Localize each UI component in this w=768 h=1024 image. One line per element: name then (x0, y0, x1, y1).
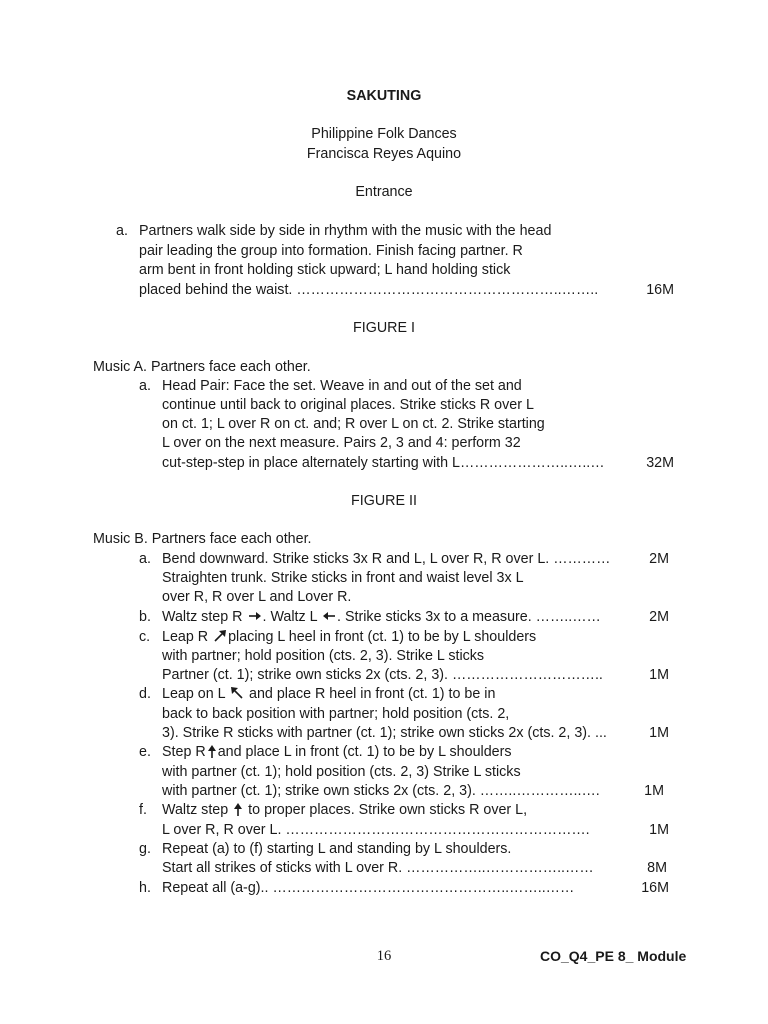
arrow-up-icon (233, 803, 243, 815)
entrance-line-2: pair leading the group into formation. Finish facing partner. R (139, 243, 523, 259)
figure-1-item-marker: a. (139, 378, 151, 394)
arrow-left-icon (322, 610, 336, 622)
figure-2-e-text-1: Step R (162, 744, 206, 760)
figure-2-c-marker: c. (139, 629, 151, 645)
figure-2-g-line-2: Start all strikes of sticks with L over R. ……………..……………..…… (162, 860, 594, 876)
figure-1-music: Music A. Partners face each other. (93, 359, 311, 375)
figure-1-line-3: on ct. 1; L over R on ct. and; R over L on ct. 2. Strike starting (162, 416, 545, 432)
entrance-item-marker: a. (116, 223, 128, 239)
figure-2-e-count: 1M (644, 783, 664, 799)
figure-2-d-text-2: and place R heel in front (ct. 1) to be in (245, 686, 496, 702)
figure-2-b-text-3: . Strike sticks 3x to a measure. ……..…… (337, 609, 601, 625)
source-author: Francisca Reyes Aquino (306, 146, 462, 162)
figure-2-c-line-2: with partner; hold position (cts. 2, 3). Strike L sticks (162, 648, 485, 664)
figure-2-d-line-2: back to back position with partner; hold position (cts. 2, (162, 706, 510, 722)
arrow-up-icon (207, 745, 217, 757)
figure-2-b-line-1 (162, 607, 601, 627)
figure-2-e-line-1 (162, 742, 512, 762)
figure-2-c-text-2: placing L heel in front (ct. 1) to be by L shoulders (228, 629, 537, 645)
figure-2-g-line-1: Repeat (a) to (f) starting L and standing by L shoulders. (162, 841, 512, 857)
figure-2-e-line-2: with partner (ct. 1); hold position (cts. 2, 3) Strike L sticks (162, 764, 521, 780)
figure-2-f-line-1 (162, 800, 527, 820)
figure-2-d-text-1: Leap on L (162, 686, 226, 702)
entrance-line-4: placed behind the waist. ………………………………………………..…….. (139, 282, 599, 298)
arrow-up-left-icon (230, 687, 244, 699)
figure-1-line-4: L over on the next measure. Pairs 2, 3 and 4: perform 32 (162, 435, 521, 451)
figure-2-e-text-2: and place L in front (ct. 1) to be by L shoulders (217, 744, 512, 760)
figure-2-c-line-1 (162, 627, 536, 647)
module-code: CO_Q4_PE 8_ Module (540, 948, 687, 964)
figure-1-line-5: cut-step-step in place alternately starting with L…………………..…..… (162, 455, 605, 471)
figure-2-f-marker: f. (139, 802, 147, 818)
figure-2-d-marker: d. (139, 686, 151, 702)
figure-2-b-text-2: . Waltz L (262, 609, 318, 625)
figure-1-line-2: continue until back to original places. Strike sticks R over L (162, 397, 534, 413)
arrow-right-icon (248, 610, 262, 622)
figure-1-heading: FIGURE I (353, 320, 415, 336)
figure-2-b-text-1: Waltz step R (162, 609, 243, 625)
figure-2-d-line-3: 3). Strike R sticks with partner (ct. 1); strike own sticks 2x (cts. 2, 3). ... (162, 725, 607, 741)
figure-2-g-count: 8M (647, 860, 667, 876)
document-title: SAKUTING (346, 88, 422, 104)
figure-2-c-line-3: Partner (ct. 1); strike own sticks 2x (cts. 2, 3). ………………………….. (162, 667, 603, 683)
figure-2-a-line-3: over R, R over L and Lover R. (162, 589, 352, 605)
figure-2-e-line-3: with partner (ct. 1); strike own sticks 2x (cts. 2, 3). ……..…………..…. (162, 783, 600, 799)
figure-2-music: Music B. Partners face each other. (93, 531, 312, 547)
arrow-up-right-icon (213, 630, 227, 642)
figure-2-heading: FIGURE II (351, 493, 417, 509)
figure-2-h-marker: h. (139, 880, 151, 896)
figure-2-c-count: 1M (649, 667, 669, 683)
source-book: Philippine Folk Dances (311, 126, 457, 142)
entrance-line-3: arm bent in front holding stick upward; L hand holding stick (139, 262, 511, 278)
figure-2-b-count: 2M (649, 609, 669, 625)
figure-2-h-line-1: Repeat all (a-g).. …………………………………………..……..…… (162, 880, 575, 896)
figure-1-line-1: Head Pair: Face the set. Weave in and out of the set and (162, 378, 522, 394)
figure-2-a-count: 2M (649, 551, 669, 567)
figure-2-c-text-1: Leap R (162, 629, 209, 645)
figure-2-a-line-1: Bend downward. Strike sticks 3x R and L, L over R, R over L. ………… (162, 551, 611, 567)
figure-2-f-text-2: to proper places. Strike own sticks R over L, (244, 802, 528, 818)
figure-2-g-marker: g. (139, 841, 151, 857)
entrance-line-1: Partners walk side by side in rhythm with the music with the head (139, 223, 552, 239)
entrance-count: 16M (646, 282, 674, 298)
page-number: 16 (376, 948, 392, 964)
figure-2-a-line-2: Straighten trunk. Strike sticks in front and waist level 3x L (162, 570, 524, 586)
section-heading-entrance: Entrance (355, 184, 413, 200)
figure-2-f-count: 1M (649, 822, 669, 838)
figure-1-count: 32M (646, 455, 674, 471)
figure-2-h-count: 16M (641, 880, 669, 896)
figure-2-f-line-2: L over R, R over L. ………………………………………………………. (162, 822, 590, 838)
figure-2-f-text-1: Waltz step (162, 802, 229, 818)
figure-2-a-marker: a. (139, 551, 151, 567)
figure-2-e-marker: e. (139, 744, 151, 760)
figure-2-d-count: 1M (649, 725, 669, 741)
figure-2-d-line-1 (162, 684, 495, 704)
figure-2-b-marker: b. (139, 609, 151, 625)
